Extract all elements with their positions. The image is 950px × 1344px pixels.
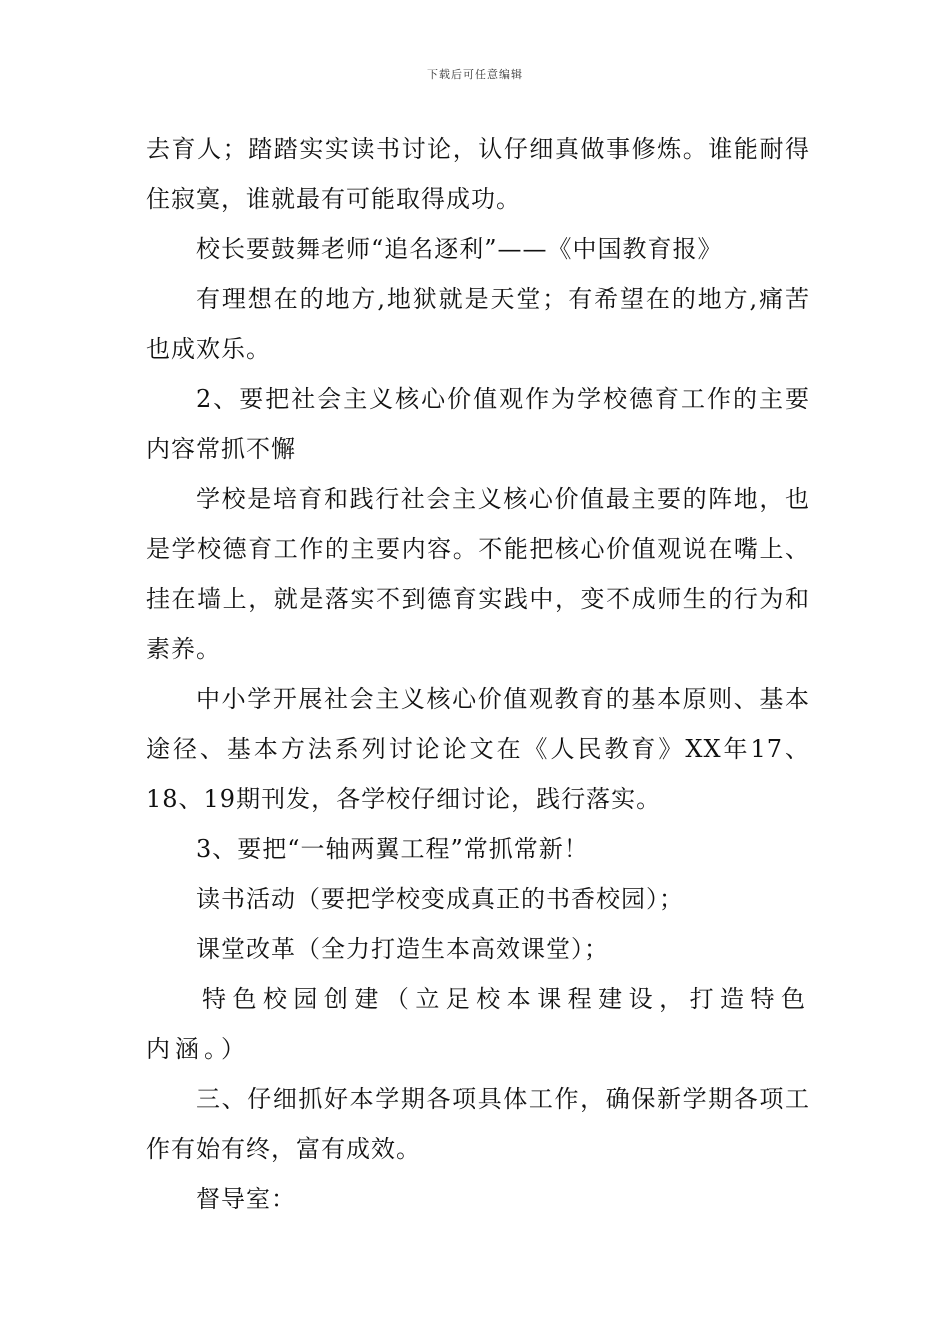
- section-heading-three: 三、仔细抓好本学期各项具体工作，确保新学期各项工作有始有终，富有成效。: [146, 1085, 810, 1163]
- document-body: [146, 124, 810, 1224]
- section-heading-3: 3、要把“一轴两翼工程”常抓常新！: [196, 835, 589, 863]
- paragraph-quote: 有理想在的地方,地狱就是天堂；有希望在的地方,痛苦也成欢乐。: [146, 285, 810, 363]
- list-item-classroom: 课堂改革（全力打造生本高效课堂）；: [196, 935, 609, 963]
- section-heading-2: 2、要把社会主义核心价值观作为学校德育工作的主要内容常抓不懈: [146, 385, 810, 463]
- paragraph-education-papers: 中小学开展社会主义核心价值观教育的基本原则、基本途径、基本方法系列讨论论文在《人民教育》XX年17、18、19期刊发，各学校仔细讨论，践行落实。: [146, 685, 810, 813]
- paragraph-quote-title: 校长要鼓舞老师“追名逐利”——《中国教育报》: [196, 235, 723, 263]
- page-header-note: 下载后可任意编辑: [427, 68, 523, 81]
- paragraph-supervision-office: 督导室：: [196, 1185, 296, 1213]
- list-item-reading: 读书活动（要把学校变成真正的书香校园）；: [196, 885, 684, 913]
- paragraph-core-values: 学校是培育和践行社会主义核心价值最主要的阵地，也是学校德育工作的主要内容。不能把核心价值观说在嘴上、挂在墙上，就是落实不到德育实践中，变不成师生的行为和素养。: [146, 485, 810, 663]
- paragraph-continuation: 去育人；踏踏实实读书讨论，认仔细真做事修炼。谁能耐得住寂寞，谁就最有可能取得成功。: [146, 135, 810, 213]
- list-item-campus: 特色校园创建（立足校本课程建设，打造特色内涵。）: [146, 985, 810, 1063]
